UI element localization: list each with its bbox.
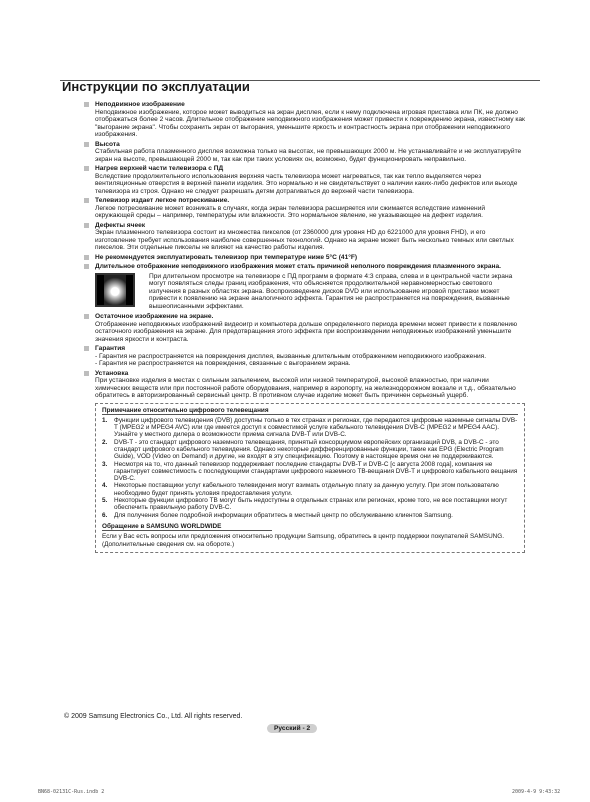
print-footer-file: BN68-02131C-Rus.indb 2 (38, 789, 105, 795)
bullet-icon (84, 264, 89, 269)
bullet-icon (84, 223, 89, 228)
section-installation (95, 370, 525, 400)
section-heating (95, 165, 525, 195)
section-title: Высота (95, 140, 120, 148)
content (95, 101, 525, 553)
section-afterimage (95, 313, 525, 343)
note-item: 2. DVB-T - это стандарт цифрового наземного телевещания, принятый консорциумом европейских организаций DVB, а DVB-C - это стандарт цифрового кабельного телевидения. Однако некоторые дифференцированные функции, такие как EPG (Electric Program Guide), VOD (Video on Demand) и другие, не входят в эту спецификацию. Поэтому в настоящее время они не поддерживаются. (102, 438, 504, 461)
note-item: 6. Для получения более подробной информации обратитесь в местный центр по обслуживанию клиентов Samsung. (102, 511, 453, 519)
section-title: Неподвижное изображение (95, 101, 185, 108)
image-caption: При длительном просмотре на телевизоре с ПД программ в формате 4:3 справа, слева и в центральной части экрана могут появляться следы границ изображения, что объясняется продолжительной неравномерностью светового излучения в разных областях экрана. Воспроизведение дисков DVD или использование игровой приставки может привести к появлению на экране аналогичного эффекта. Гарантия не распространяется на повреждения, вызванные вышеописанными эффектами. (149, 272, 513, 310)
section-text: - Гарантия не распространяется на повреждения дисплея, вызванные длительным отображением неподвижного изображения. - Гарантия не распространяется на повреждения, связанные с выгоранием экрана. (95, 352, 487, 367)
section-long-still-image (95, 263, 525, 310)
page-title: Инструкции по эксплуатации (62, 79, 250, 94)
tv-screen-icon (95, 273, 135, 307)
section-still-image (95, 101, 525, 139)
page-number-badge: Русский - 2 (267, 724, 317, 733)
bullet-icon (84, 142, 89, 147)
section-title: Не рекомендуется эксплуатировать телевизор при температуре ниже 5°C (41°F) (95, 253, 358, 261)
print-footer-date: 2009-4-9 9:43:32 (512, 789, 561, 795)
bullet-icon (84, 371, 89, 376)
section-text: Вследствие продолжительного использования верхняя часть телевизора может нагреваться, так как тепло выделяется через вентиляционные отверстия в верхней панели изделия. Это нормально и не свидетельствует о наличии каких-либо дефектов или выходе телевизора из строя. Однако не следует разрешать детям дотрагиваться до верхней части телевизора. (95, 172, 518, 195)
note-item: 5. Некоторые функции цифрового ТВ могут быть недоступны в отдельных странах или регионах, кроме того, не все поставщики могут обеспечить правильную работу DVB-C. (102, 497, 508, 512)
bullet-icon (84, 314, 89, 319)
copyright: © 2009 Samsung Electronics Co., Ltd. All rights reserved. (64, 713, 243, 720)
section-text: Экран плазменного телевизора состоит из множества пикселов (от 2360000 для уровня HD до 6221000 для уровня FHD), и его изготовление требует использования наиболее совершенных технологий. Однако на экране может быть несколько темных или светлых пикселов. Эти отдельные пикселы не влияют на качество работы изделия. (95, 229, 514, 251)
digital-broadcast-notes (95, 403, 525, 553)
section-cell-defects (95, 222, 525, 252)
note-item: 3. Несмотря на то, что данный телевизор поддерживает последние стандарты DVB-T и DVB-C [с августа 2008 года], компания не гарантирует совместимость с последующими стандартами цифрового наземного ТВ-вещания DVB-T и цифрового кабельного вещания DVB-C. (102, 460, 518, 483)
note-item: 1. Функции цифрового телевидения (DVB) доступны только в тех странах и регионах, где передаются цифровые наземные сигналы DVB-T (MPEG2 и MPEG4 AVC) или где имеется доступ к совместимой услуге кабельного телевидения DVB-C (MPEG2 и MPEG4 AAC). Узнайте у местного дилера о возможности приема сигнала DVB-T или DVB-C. (102, 416, 518, 439)
bullet-icon (84, 166, 89, 171)
samsung-contact-text: Если у Вас есть вопросы или предложения относительно продукции Samsung, обратитесь в центр поддержки покупателей SAMSUNG. (Дополнительные сведения см. на обороте.) (102, 533, 505, 548)
section-crackling (95, 197, 525, 220)
section-text: Неподвижное изображение, которое может выводиться на экран дисплея, если к нему подключена игровая приставка или ПК, не должно отображаться более 2 часов. Длительное отображение неподвижного изображения может привести к повреждению экрана, известному как "выгорание экрана". Чтобы сохранить экран от выгорания, уменьшите яркость и контрастность экрана при отображении неподвижного изображения. (95, 108, 525, 138)
section-title: Остаточное изображение на экране. (95, 313, 214, 320)
section-text: Стабильная работа плазменного дисплея возможна только на высотах, не превышающих 2000 м. Не устанавливайте и не эксплуатируйте экран на высоте, превышающей 2000 м, так как при таких условиях он, возможно, будет функционировать неправильно. (95, 148, 522, 163)
section-low-temperature (95, 254, 525, 262)
section-title: Гарантия (95, 345, 126, 352)
title-rule (60, 80, 540, 81)
section-altitude (95, 141, 525, 164)
section-warranty (95, 345, 525, 368)
bullet-icon (84, 198, 89, 203)
notes-title: Примечание относительно цифрового телевещания (102, 407, 518, 415)
section-text: При установке изделия в местах с сильным запылением, высокой или низкой температурой, высокой влажностью, при наличии химических веществ или при постоянной работе оборудования, например в аэропорту, на железнодорожном вокзале и т.д., обязательно обратитесь в авторизированный сервисный центр. В противном случае изделие может быть причинен серьезный ущерб. (95, 377, 516, 399)
section-title: Дефекты ячеек (95, 221, 146, 229)
section-text: Отображение неподвижных изображений видеоигр и компьютера дольше определенного периода времени может привести к появлению остаточного изображения на экране. Для предотвращения этого эффекта при воспроизведении неподвижных изображений уменьшите значения яркости и контраста. (95, 320, 518, 343)
note-item: 4. Некоторые поставщики услуг кабельного телевидения могут взимать отдельную плату за данную услугу. При этом пользователю необходимо будет принять условия предоставления услуги. (102, 482, 499, 497)
section-text: Легкое потрескивание может возникать в случаях, когда экран телевизора расширяется или сжимается вследствие изменений окружающей среды – например, температуры или влажности. Это нормальное явление, не указывающее на дефект изделия. (95, 204, 486, 219)
bullet-icon (84, 102, 89, 107)
samsung-contact-title: Обращение в SAMSUNG WORLDWIDE (102, 523, 272, 531)
section-title: Телевизор издает легкое потрескивание. (95, 197, 230, 204)
bullet-icon (84, 346, 89, 351)
section-title: Длительное отображение неподвижного изображения может стать причиной неполного повреждения плазменного экрана. (95, 263, 501, 270)
section-title: Установка (95, 369, 129, 377)
bullet-icon (84, 255, 89, 260)
section-title: Нагрев верхней части телевизора с ПД (95, 165, 224, 172)
burn-in-illustration (95, 273, 525, 311)
